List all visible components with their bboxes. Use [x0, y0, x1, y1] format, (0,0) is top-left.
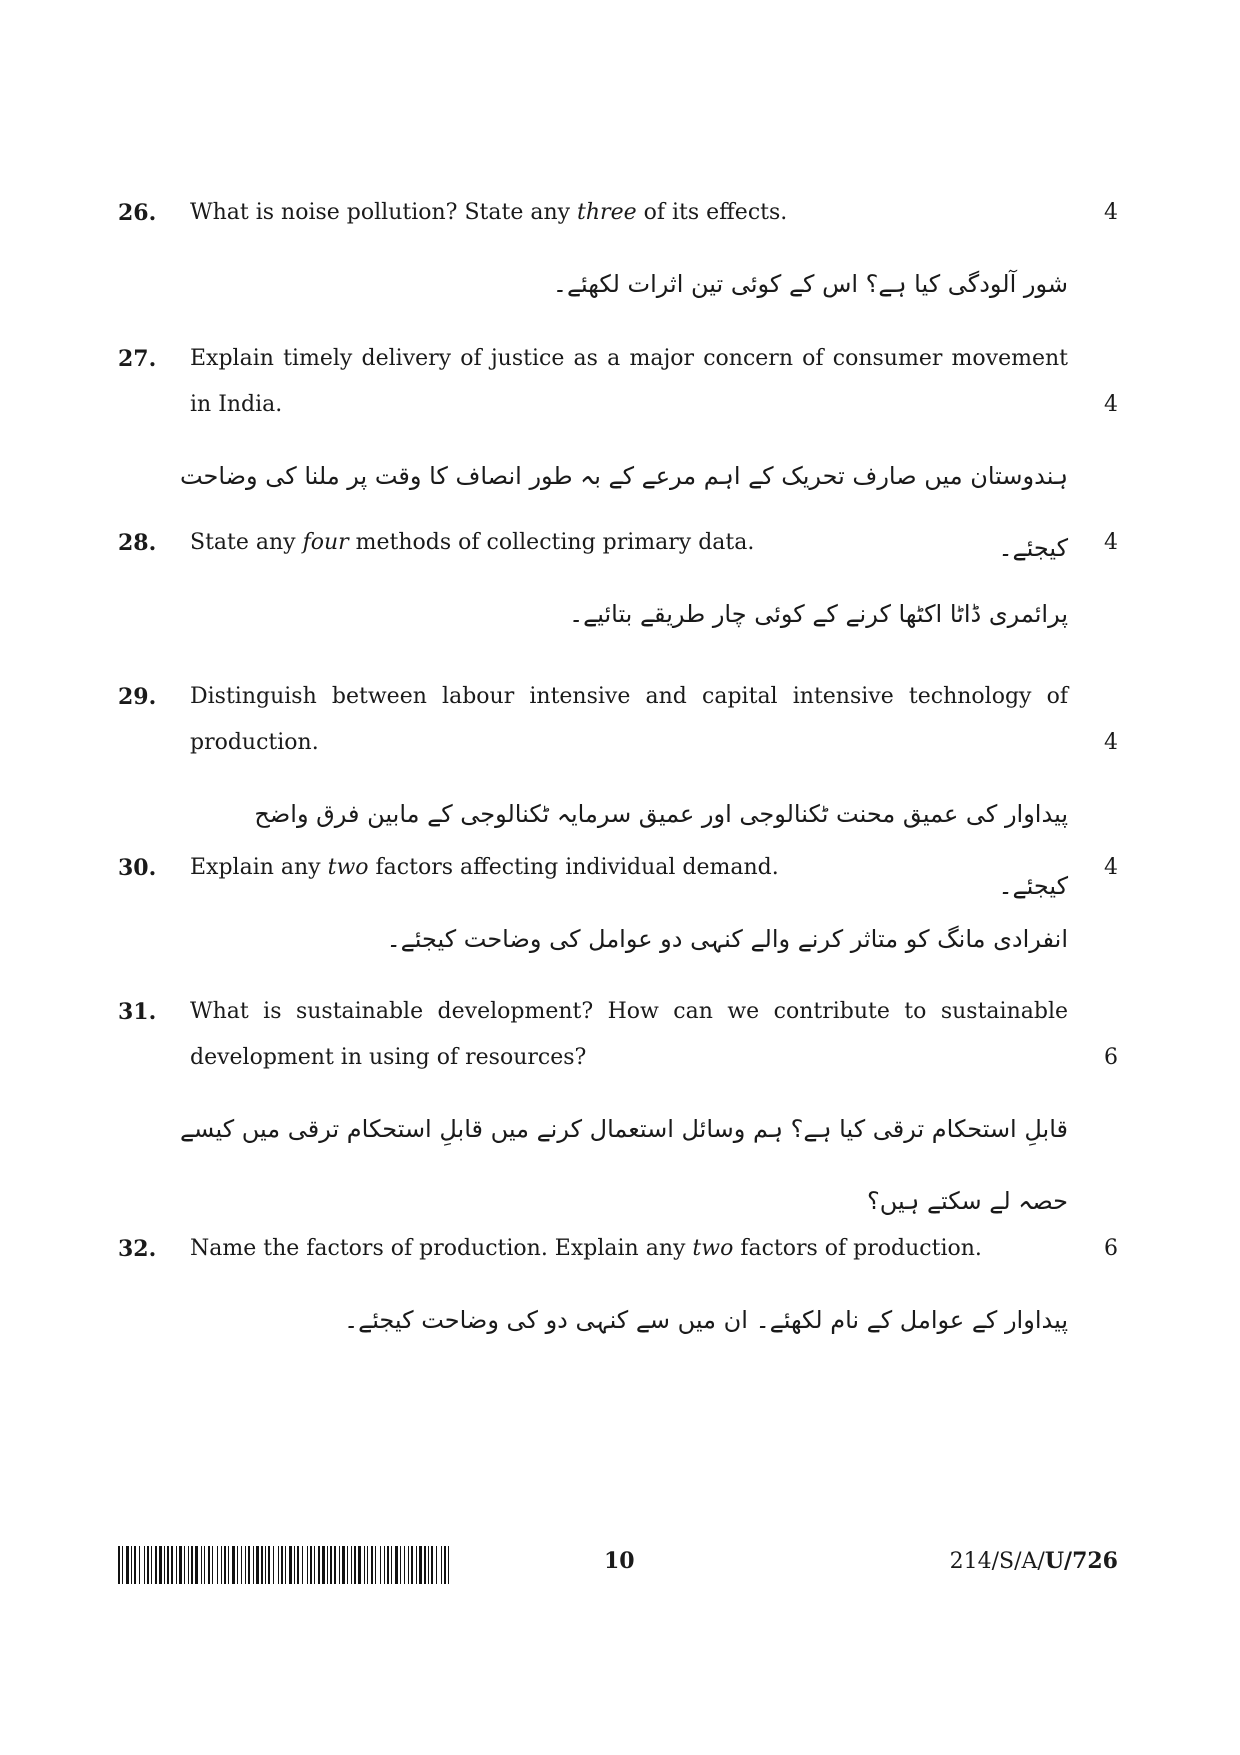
barcode-icon — [118, 1546, 450, 1584]
urdu-translation: قابلِ استحکام ترقی کیا ہے؟ ہم وسائل استعمال کرنے میں قابلِ استحکام ترقی میں کیسے حصہ لے سکتے ہیں؟ — [179, 1115, 1068, 1215]
question-row — [118, 190, 1118, 236]
question-text: What is sustainable development? How can we contribute to sustainable development in using of resources? — [190, 999, 1068, 1070]
question-marks: 4 — [1104, 392, 1118, 417]
question-row — [118, 989, 1118, 1081]
page-footer — [118, 1544, 1118, 1584]
question-number: 27. — [118, 346, 157, 372]
question-text: Explain timely delivery of justice as a major concern of consumer movement in India. — [190, 346, 1068, 417]
question-text: State any four methods of collecting primary data. — [190, 530, 755, 555]
question-marks: 6 — [1104, 1236, 1118, 1261]
question-32 — [118, 1226, 1118, 1356]
question-number: 28. — [118, 530, 157, 556]
question-row — [118, 336, 1118, 428]
question-text: Name the factors of production. Explain any two factors of production. — [190, 1236, 982, 1261]
urdu-translation: انفرادی مانگ کو متاثر کرنے والے کنہی دو عوامل کی وضاحت کیجئے۔ — [386, 925, 1068, 953]
question-number: 31. — [118, 999, 157, 1025]
question-number: 30. — [118, 855, 157, 881]
question-28 — [118, 520, 1118, 650]
question-text: Distinguish between labour intensive and capital intensive technology of production. — [190, 684, 1068, 755]
question-text: Explain any two factors affecting individual demand. — [190, 855, 779, 880]
urdu-translation: پیداوار کے عوامل کے نام لکھئے۔ ان میں سے کنہی دو کی وضاحت کیجئے۔ — [344, 1306, 1068, 1334]
question-30 — [118, 845, 1118, 975]
question-26 — [118, 190, 1118, 320]
question-text: What is noise pollution? State any three of its effects. — [190, 200, 788, 225]
urdu-translation: شور آلودگی کیا ہے؟ اس کے کوئی تین اثرات لکھئے۔ — [552, 270, 1068, 298]
question-marks: 6 — [1104, 1045, 1118, 1070]
urdu-translation: پیداوار کی عمیق محنت ٹکنالوجی اور عمیق سرمایہ ٹکنالوجی کے مابین فرق واضح کیجئے۔ — [254, 800, 1068, 900]
question-marks: 4 — [1104, 200, 1118, 225]
question-row — [118, 674, 1118, 766]
paper-code: 214/S/A/U/726 — [949, 1548, 1118, 1574]
question-row — [118, 520, 1118, 566]
question-31 — [118, 989, 1118, 1237]
question-row — [118, 845, 1118, 891]
question-number: 29. — [118, 684, 157, 710]
question-number: 32. — [118, 1236, 157, 1262]
page-number: 10 — [604, 1548, 635, 1574]
question-row — [118, 1226, 1118, 1272]
urdu-translation: پرائمری ڈاٹا اکٹھا کرنے کے کوئی چار طریقے بتائیے۔ — [569, 600, 1068, 628]
urdu-translation: ہندوستان میں صارف تحریک کے اہم مرعے کے بہ طور انصاف کا وقت پر ملنا کی وضاحت کیجئے۔ — [179, 462, 1068, 562]
question-marks: 4 — [1104, 730, 1118, 755]
question-marks: 4 — [1104, 855, 1118, 880]
question-number: 26. — [118, 200, 157, 226]
question-marks: 4 — [1104, 530, 1118, 555]
